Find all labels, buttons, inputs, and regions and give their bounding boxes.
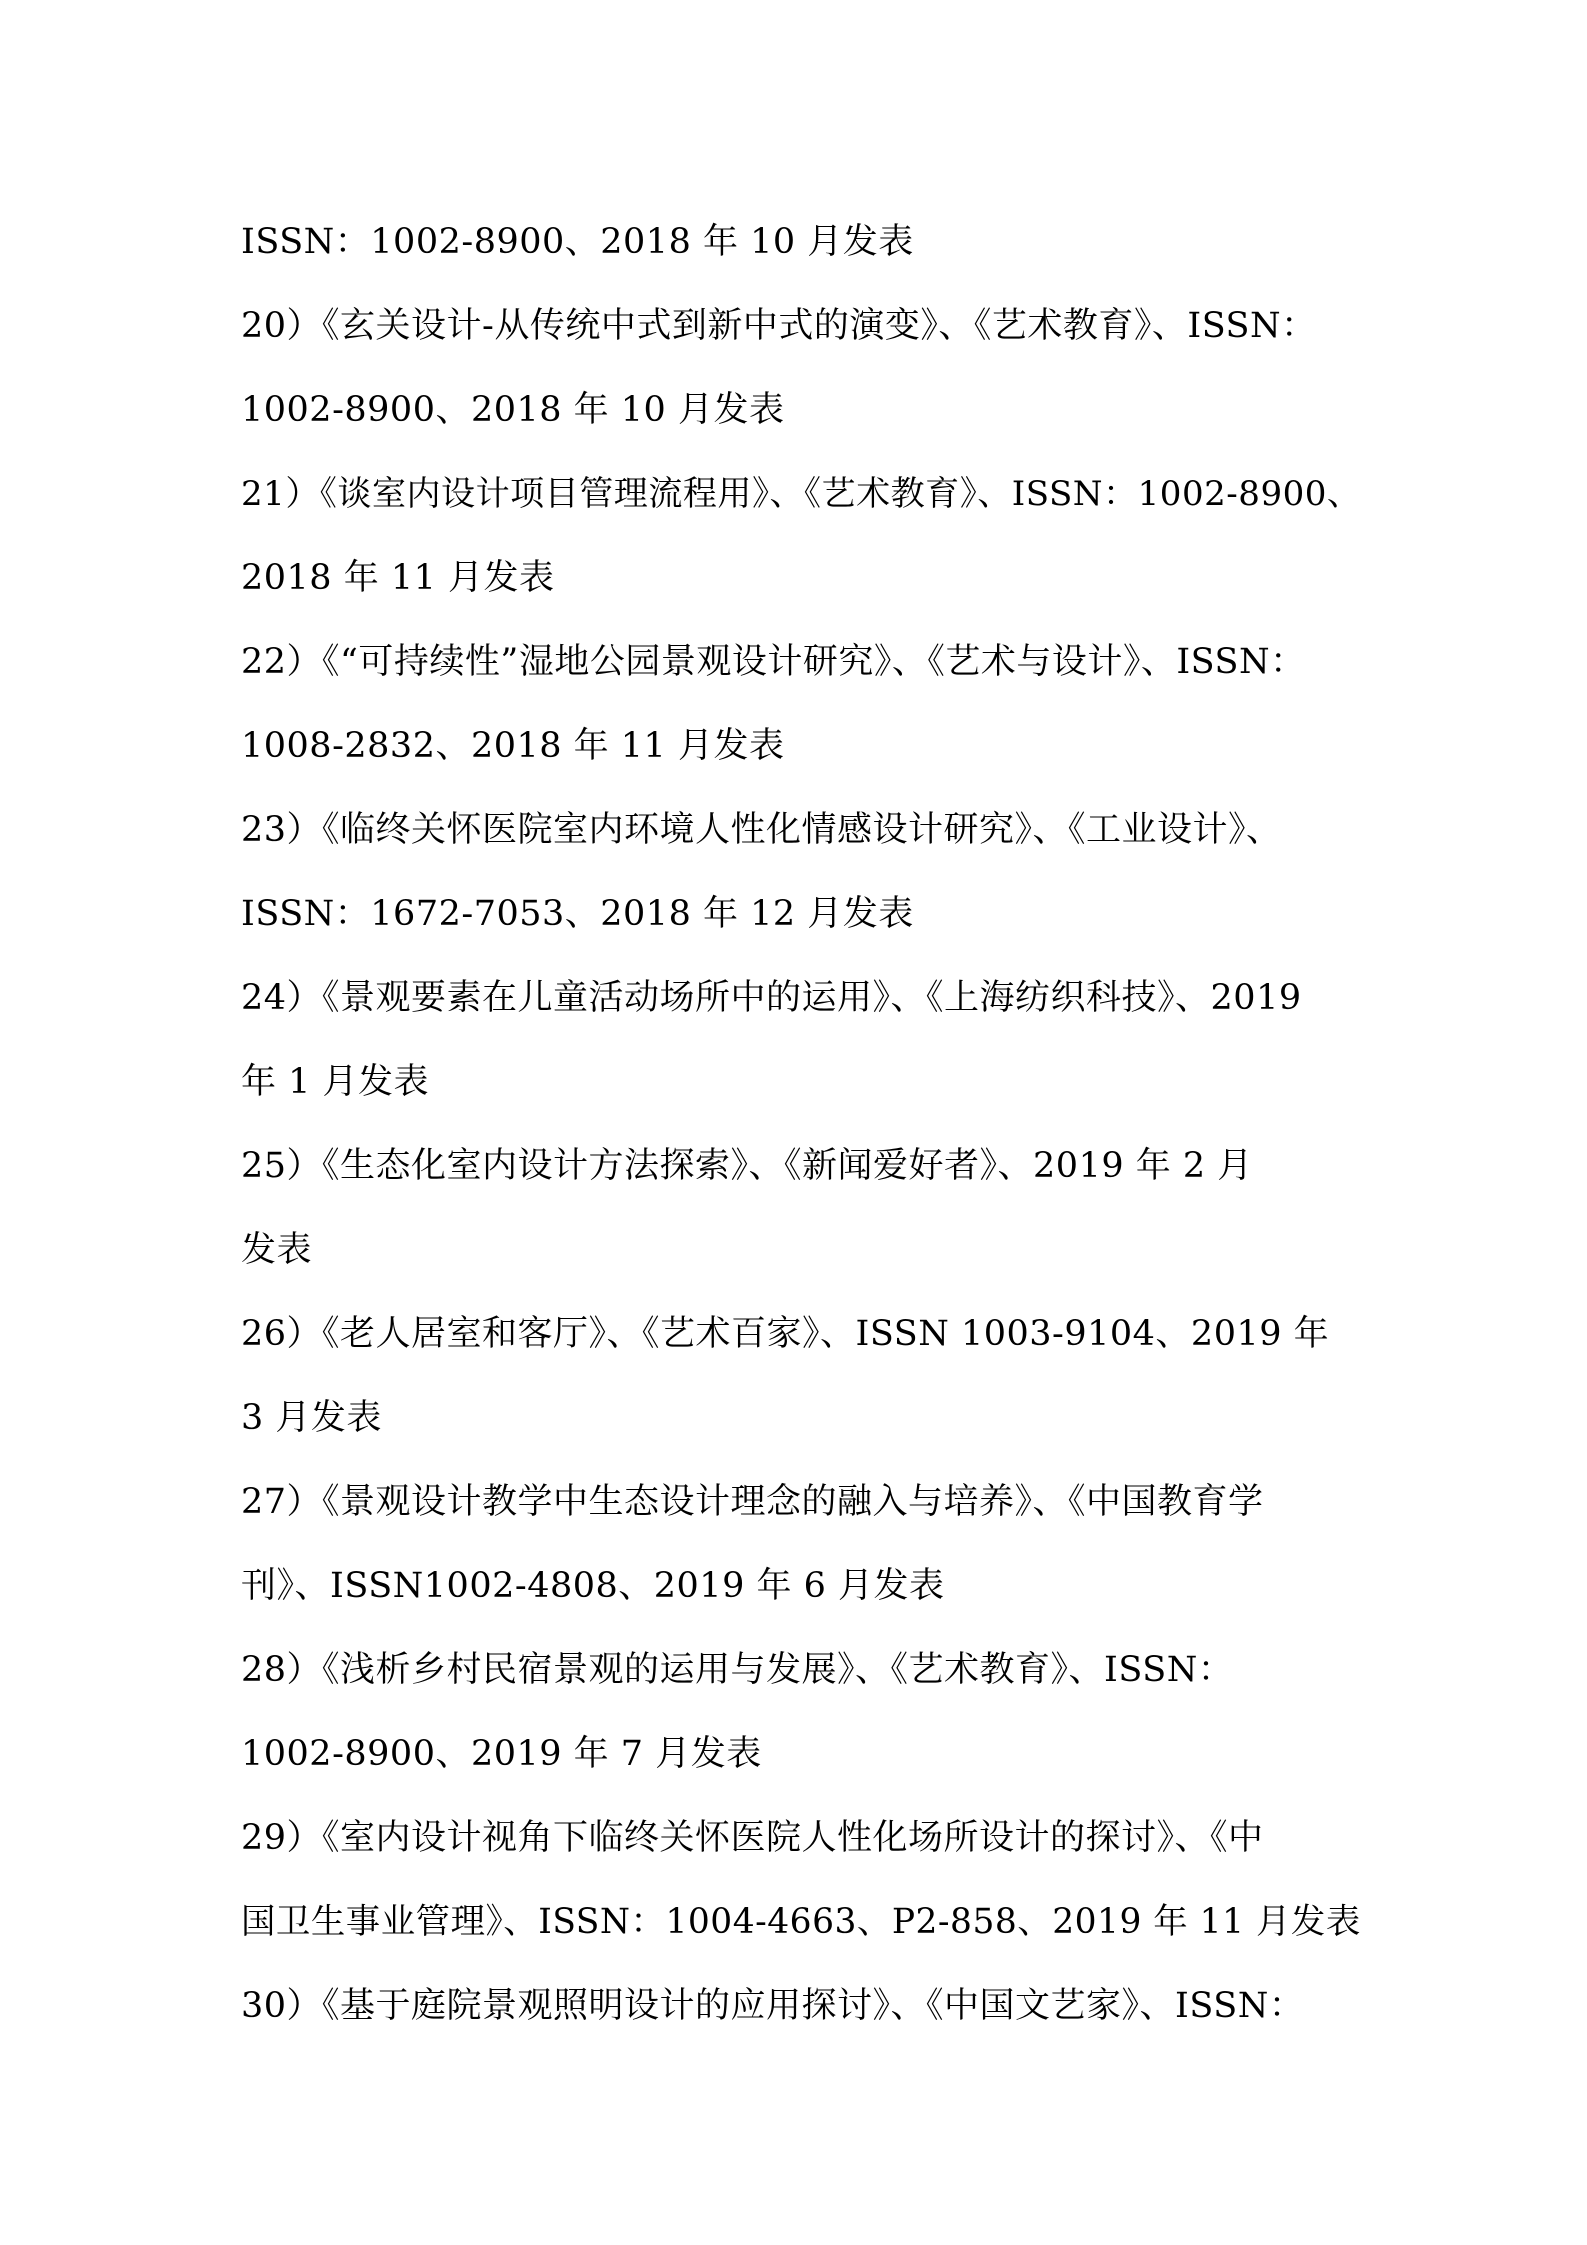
reference-text-line: 27）《景观设计教学中生态设计理念的融入与培养》、《中国教育学	[241, 1482, 1264, 1522]
reference-text-line: ISSN：1002-8900、2018 年 10 月发表	[241, 222, 914, 262]
reference-text-line: 1008-2832、2018 年 11 月发表	[241, 726, 785, 766]
reference-text-line: 刊》、ISSN1002-4808、2019 年 6 月发表	[241, 1566, 945, 1606]
reference-text-line: 22）《“可持续性”湿地公园景观设计研究》、《艺术与设计》、ISSN：	[241, 642, 1306, 682]
reference-text-line: 23）《临终关怀医院室内环境人性化情感设计研究》、《工业设计》、	[241, 810, 1282, 850]
reference-text-line: 25）《生态化室内设计方法探索》、《新闻爱好者》、2019 年 2 月	[241, 1146, 1253, 1186]
reference-text-line: 发表	[241, 1230, 313, 1270]
reference-text-line: 29）《室内设计视角下临终关怀医院人性化场所设计的探讨》、《中	[241, 1818, 1264, 1858]
reference-text-line: 3 月发表	[241, 1398, 382, 1438]
reference-text-line: 1002-8900、2018 年 10 月发表	[241, 390, 785, 430]
reference-text-line: 26）《老人居室和客厅》、《艺术百家》、ISSN 1003-9104、2019 年	[241, 1314, 1330, 1354]
reference-text-line: 24）《景观要素在儿童活动场所中的运用》、《上海纺织科技》、2019	[241, 978, 1302, 1018]
reference-text-line: 国卫生事业管理》、ISSN：1004-4663、P2-858、2019 年 11 月发表	[241, 1902, 1361, 1942]
reference-text-line: 2018 年 11 月发表	[241, 558, 555, 598]
reference-text-line: 1002-8900、2019 年 7 月发表	[241, 1734, 762, 1774]
reference-text-line: 28）《浅析乡村民宿景观的运用与发展》、《艺术教育》、ISSN：	[241, 1650, 1234, 1690]
reference-text-line: 年 1 月发表	[241, 1062, 430, 1102]
reference-text-line: 21）《谈室内设计项目管理流程用》、《艺术教育》、ISSN：1002-8900、	[241, 474, 1362, 514]
reference-text-line: ISSN：1672-7053、2018 年 12 月发表	[241, 894, 914, 934]
reference-text-line: 20）《玄关设计-从传统中式到新中式的演变》、《艺术教育》、ISSN：	[241, 306, 1317, 346]
reference-text-line: 30）《基于庭院景观照明设计的应用探讨》、《中国文艺家》、ISSN：	[241, 1986, 1305, 2026]
reference-list	[241, 200, 1361, 2048]
